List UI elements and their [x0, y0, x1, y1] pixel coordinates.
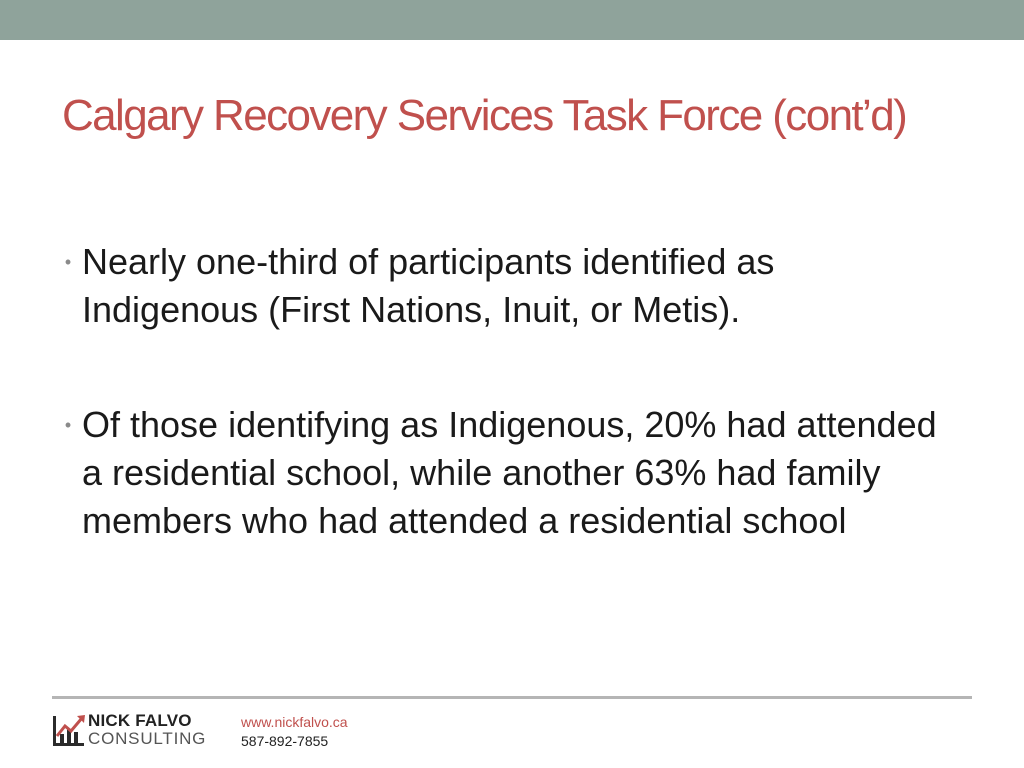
logo-name: NICK FALVO: [88, 711, 192, 730]
footer-divider: [52, 696, 972, 699]
logo-subtitle: CONSULTING: [88, 729, 207, 748]
bullet-marker: •: [64, 252, 72, 272]
bullet-item: [58, 401, 958, 545]
bullet-marker: •: [64, 415, 72, 435]
contact-info: [241, 713, 348, 751]
bar-chart-arrow-icon: [52, 712, 86, 748]
bullet-list: [58, 238, 958, 612]
bullet-text: Of those identifying as Indigenous, 20% had attended a residential school, while another 63% had family members who had attended a residential school: [82, 404, 937, 541]
bullet-item: [58, 238, 958, 334]
slide-title: Calgary Recovery Services Task Force (cont’d): [62, 91, 907, 140]
top-accent-bar: [0, 0, 1024, 40]
phone-number: 587-892-7855: [241, 733, 329, 749]
website-link[interactable]: www.nickfalvo.ca: [241, 714, 348, 730]
company-logo: [52, 710, 222, 750]
bullet-text: Nearly one-third of participants identified as Indigenous (First Nations, Inuit, or Metis).: [82, 241, 775, 330]
